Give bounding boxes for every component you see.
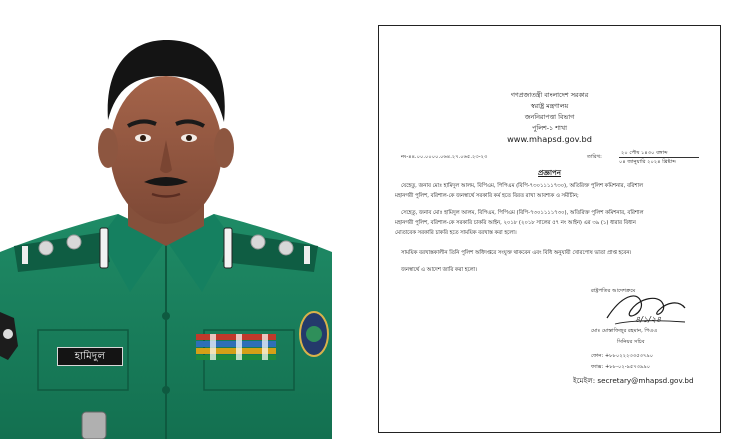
officer-photo bbox=[0, 0, 332, 439]
memo-number: নং-৪৪.০০.০০০০.০৬৪.২৭.০৬৫.২৩-২৩ bbox=[401, 154, 488, 160]
para2-line3: মোতাবেক সরকারি চাকরি হতে সাময়িক বরখাস্ত করা হলো। bbox=[395, 230, 517, 236]
government-notice-document bbox=[378, 25, 721, 433]
header-line-4: পুলিশ-১ শাখা bbox=[532, 124, 567, 132]
signatory-title: সিনিয়র সচিব bbox=[617, 339, 645, 345]
para2-line1: সেহেতু, জনাব মোঃ হামিদুল আলম, বিপিএম, পিপিএম (বিপি-৭৩০১১১১৭৩০), অতিরিক্ত পুলিশ কমিশনার, বরিশাল bbox=[401, 210, 644, 216]
date-label: তারিখ: bbox=[587, 154, 602, 160]
date-bangla: ২০ পৌষ ১৪৩০ বঙ্গাব্দ bbox=[621, 150, 668, 156]
signature-date: ৪/১/২৪ bbox=[635, 315, 662, 324]
para1-line2: মহানগরী পুলিশ, বরিশাল-কে জনস্বার্থে সরকারি কর্ম হতে বিরত রাখা আবশ্যক ও সমীচীন; bbox=[395, 193, 579, 199]
medal-ribbons bbox=[196, 334, 276, 360]
signatory-name: মোঃ মোস্তাফিজুর রহমান, পিএএ bbox=[591, 328, 658, 334]
header-line-2: স্বরাষ্ট্র মন্ত্রণালয় bbox=[530, 102, 569, 110]
para3: সাময়িক বরখাস্তকালীন তিনি পুলিশ অধিদপ্তরে সংযুক্ত থাকবেন এবং বিধি অনুযায়ী খোরপোষ ভাতা প্রাপ্ত হবেন। bbox=[401, 250, 632, 256]
police-badge-icon bbox=[300, 312, 328, 356]
date-divider bbox=[619, 157, 699, 158]
name-plate: হামিদুল bbox=[57, 347, 123, 366]
header-line-3: জননিরাপত্তা বিভাগ bbox=[524, 113, 575, 121]
website-url: www.mhapsd.gov.bd bbox=[507, 134, 592, 144]
date-english: ০৪ জানুয়ারি ২০২৪ খ্রিষ্টাব্দ bbox=[619, 159, 676, 165]
header-line-1: গণপ্রজাতন্ত্রী বাংলাদেশ সরকার bbox=[510, 91, 589, 99]
para1-line1: যেহেতু, জনাব মোঃ হামিদুল আলম, বিপিএম, পিপিএম (বিপি-৭৩০১১১১৭৩০), অতিরিক্ত পুলিশ কমিশনার, বরিশাল bbox=[401, 183, 643, 189]
para2-line2: মহানগরী পুলিশ, বরিশাল-কে সরকারি চাকরি আইন, ২০১৮ (২০১৮ সালের ৫৭ নং আইন) এর ৩৯ (১) ধারার বিধান bbox=[395, 220, 636, 226]
phone-number: ফোন: +৮৮০২২২৩৩৫৩৭৯০ bbox=[591, 353, 654, 359]
notice-title: প্রজ্ঞাপন bbox=[538, 169, 561, 177]
para4: জনস্বার্থে এ আদেশ জারি করা হলো। bbox=[401, 267, 478, 273]
officer-portrait bbox=[0, 0, 332, 439]
email-address: ইমেইল: secretary@mhapsd.gov.bd bbox=[573, 376, 694, 385]
by-order-line: রাষ্ট্রপতির আদেশক্রমে bbox=[591, 288, 636, 294]
fax-number: ফ্যাক্স: +৮৮-০২-৯৫৭৩৯৯০ bbox=[591, 364, 651, 370]
